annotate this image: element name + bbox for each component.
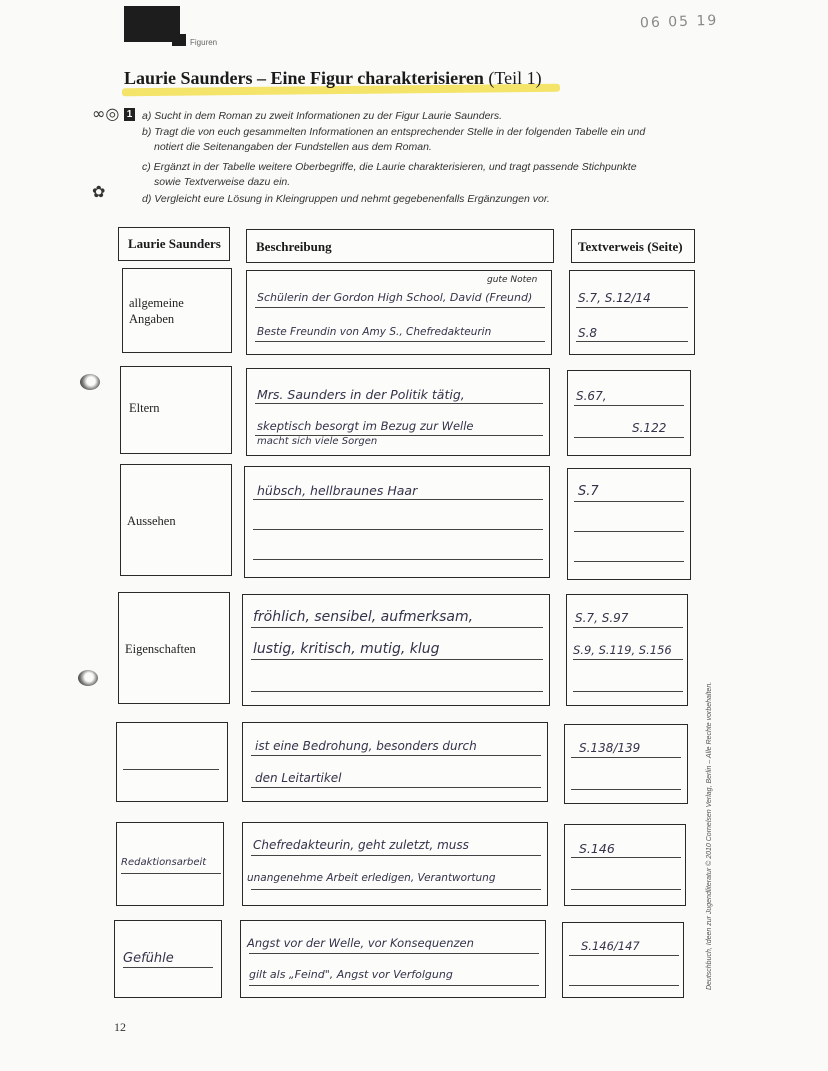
handwritten-reference: S.146/147 [581, 939, 640, 953]
handwritten-text: unangenehme Arbeit erledigen, Verantwortung [247, 872, 496, 884]
row-label: Aussehen [127, 514, 176, 528]
handwritten-reference: S.122 [632, 421, 667, 435]
handwritten-reference: S.138/139 [579, 741, 641, 755]
row-label-cell [114, 920, 222, 998]
header-cell-description [246, 229, 554, 263]
description-cell[interactable] [240, 920, 546, 998]
row-label-cell [116, 722, 228, 802]
task-a: a) Sucht in dem Roman zu zweit Informationen zu der Figur Laurie Saunders. [142, 110, 503, 122]
row-label: allgemeine Angaben [129, 296, 184, 326]
description-cell[interactable] [242, 722, 548, 802]
row-label-cell [122, 268, 232, 353]
handwritten-text: hübsch, hellbraunes Haar [257, 483, 418, 498]
handwritten-text: Chefredakteurin, geht zuletzt, muss [253, 838, 469, 852]
punch-hole [80, 374, 100, 390]
page-title [124, 68, 542, 89]
task-number: 1 [124, 108, 135, 121]
header-name: Laurie Saunders [128, 236, 221, 251]
description-cell[interactable] [242, 822, 548, 906]
chapter-marker-small [172, 34, 186, 46]
description-cell[interactable] [246, 368, 550, 456]
handwritten-text: Schülerin der Gordon High School, David (Freund) [257, 291, 533, 304]
handwritten-text: Angst vor der Welle, vor Konsequenzen [247, 936, 474, 950]
handwritten-reference: S.67, [576, 389, 607, 403]
handwritten-text: ist eine Bedrohung, besonders durch [255, 739, 477, 753]
handwritten-text: den Leitartikel [255, 771, 342, 785]
section-label: Figuren [190, 38, 218, 47]
copyright-notice: Deutschbuch, Ideen zur Jugendliteratur © 2010 Cornelsen Verlag, Berlin – Alle Rechte vorbehalten. [706, 681, 713, 990]
pair-work-icon: ∞◎ [92, 104, 120, 123]
handwritten-reference: S.7, S.12/14 [578, 291, 651, 305]
header-description: Beschreibung [256, 239, 332, 254]
handwritten-text: gilt als „Feind", Angst vor Verfolgung [249, 968, 453, 981]
task-c-line2: sowie Textverweise dazu ein. [154, 176, 291, 188]
row-label: Redaktionsarbeit [121, 857, 207, 868]
row-label: Eltern [129, 401, 160, 415]
task-b-line1: b) Tragt die von euch gesammelten Informationen an entsprechender Stelle in der folgenden Tabelle ein und [142, 126, 646, 138]
handwritten-text: Mrs. Saunders in der Politik tätig, [257, 387, 465, 402]
handwritten-text: skeptisch besorgt im Bezug zur Welle [257, 419, 474, 433]
handwritten-date: 06 05 19 [639, 12, 719, 32]
header-cell-reference [571, 229, 695, 263]
reference-cell[interactable] [569, 270, 695, 355]
row-label-cell [118, 592, 230, 704]
description-cell[interactable] [246, 270, 552, 355]
group-work-icon: ✿ [92, 182, 106, 201]
reference-cell[interactable] [566, 594, 688, 706]
handwritten-reference: S.8 [578, 326, 598, 340]
page-title-main: Laurie Saunders – Eine Figur charakterisieren [124, 68, 484, 88]
task-c-line1: c) Ergänzt in der Tabelle weitere Oberbegriffe, die Laurie charakterisieren, und tragt passende Stichpunkte [142, 161, 637, 173]
page-number: 12 [114, 1020, 126, 1034]
reference-cell[interactable] [562, 922, 684, 998]
handwritten-reference: S.7 [578, 484, 599, 499]
header-cell-name [118, 227, 230, 261]
handwritten-text: fröhlich, sensibel, aufmerksam, [253, 609, 474, 625]
handwritten-reference: S.7, S.97 [575, 611, 629, 625]
row-label-cell [116, 822, 224, 906]
handwritten-reference: S.146 [579, 841, 615, 856]
task-d: d) Vergleicht eure Lösung in Kleingruppen und nehmt gegebenenfalls Ergänzungen vor. [142, 193, 550, 205]
reference-cell[interactable] [564, 824, 686, 906]
reference-cell[interactable] [564, 724, 688, 804]
row-label: Gefühle [123, 951, 174, 966]
task-b-line2: notiert die Seitenangaben der Fundstellen aus dem Roman. [154, 141, 432, 153]
handwritten-text: lustig, kritisch, mutig, klug [253, 641, 440, 657]
row-label: Eigenschaften [125, 642, 196, 656]
reference-cell[interactable] [567, 468, 691, 580]
page-title-part: (Teil 1) [488, 68, 542, 88]
header-reference: Textverweis (Seite) [578, 239, 683, 254]
handwritten-reference: S.9, S.119, S.156 [573, 643, 672, 657]
handwritten-text: Beste Freundin von Amy S., Chefredakteurin [257, 326, 492, 338]
description-cell[interactable] [244, 466, 550, 578]
description-cell[interactable] [242, 594, 550, 706]
handwritten-text: macht sich viele Sorgen [257, 436, 378, 447]
punch-hole [78, 670, 98, 686]
row-label-cell [120, 464, 232, 576]
row-label-cell [120, 366, 232, 454]
handwritten-note: gute Noten [487, 275, 538, 285]
reference-cell[interactable] [567, 370, 691, 456]
